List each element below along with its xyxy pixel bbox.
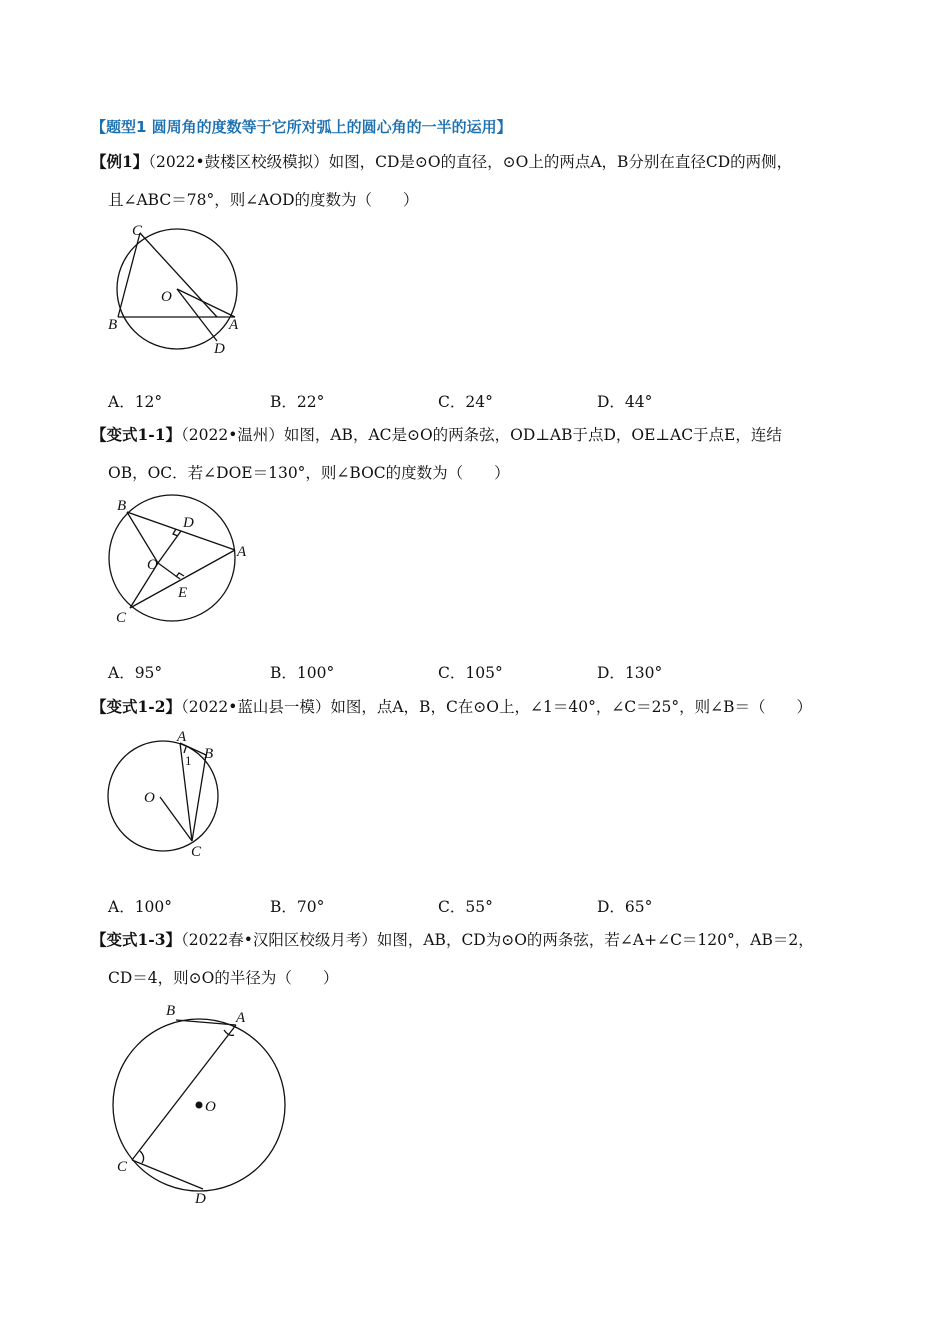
fig3-label-1: 1 [185,753,192,768]
fig2-label-O: O [147,557,158,573]
q3-option-d[interactable]: D．65° [597,898,653,916]
figure-2 [100,490,260,630]
fig4-label-O: O [205,1099,216,1115]
fig2-label-B: B [117,498,127,514]
question-2-text-1: （2022•温州）如图，AB，AC是⊙O的两条弦，OD⊥AB于点D，OE⊥AC于点E，连结 [181,426,782,444]
question-3-line-1 [91,697,812,717]
q2-option-c[interactable]: C．105° [438,664,503,682]
q2-option-a[interactable]: A．95° [108,664,163,682]
question-4-tag: 【变式1-3】 [91,930,182,949]
q3-option-a[interactable]: A．100° [108,898,173,916]
q1-option-d[interactable]: D．44° [597,393,653,411]
question-3-tag: 【变式1-2】 [91,697,182,716]
fig4-label-B: B [166,1003,176,1019]
fig4-label-C: C [117,1159,128,1175]
q2-option-b[interactable]: B．100° [270,664,335,682]
fig4-label-D: D [195,1191,206,1207]
q1-option-a[interactable]: A．12° [108,393,163,411]
question-4-line-1 [91,930,814,950]
q3-option-b[interactable]: B．70° [270,898,325,916]
fig2-label-E: E [178,585,188,601]
q1-option-b[interactable]: B．22° [270,393,325,411]
fig3-label-C: C [191,844,202,860]
figure-4 [100,995,300,1215]
q2-option-d[interactable]: D．130° [597,664,663,682]
fig4-label-A: A [236,1010,246,1026]
question-3-text-1: （2022•蓝山县一模）如图，点A，B，C在⊙O上，∠1＝40°，∠C＝25°，则∠B＝（ ） [181,698,813,716]
fig2-label-C: C [116,610,127,626]
question-1-line-1 [91,152,792,172]
question-2-tag: 【变式1-1】 [91,425,182,444]
fig1-label-O: O [161,289,172,305]
fig1-label-B: B [108,317,118,333]
question-1-line-2: 且∠ABC＝78°，则∠AOD的度数为（ ） [108,191,419,209]
figure-1 [100,218,260,363]
q3-option-c[interactable]: C．55° [438,898,493,916]
fig3-label-A: A [177,729,187,745]
question-4-text-1: （2022春•汉阳区校级月考）如图，AB，CD为⊙O的两条弦，若∠A+∠C＝120°，AB＝2， [181,931,814,949]
fig1-label-A: A [229,317,239,333]
fig1-label-C: C [132,223,143,239]
q1-option-c[interactable]: C．24° [438,393,493,411]
question-4-line-2: CD＝4，则⊙O的半径为（ ） [108,969,339,987]
question-1-text-1: （2022•鼓楼区校级模拟）如图，CD是⊙O的直径，⊙O上的两点A，B分别在直径CD的两侧， [148,153,793,171]
figure-3 [100,725,240,865]
fig3-label-B: B [204,746,214,762]
section-heading: 【题型1 圆周角的度数等于它所对弧上的圆心角的一半的运用】 [91,118,512,136]
fig1-label-D: D [214,341,225,357]
question-2-line-2: OB，OC．若∠DOE＝130°，则∠BOC的度数为（ ） [108,464,510,482]
fig2-label-D: D [183,515,194,531]
question-2-line-1 [91,425,782,445]
question-1-tag: 【例1】 [91,152,149,171]
fig2-label-A: A [237,544,247,560]
fig3-label-O: O [144,790,155,806]
